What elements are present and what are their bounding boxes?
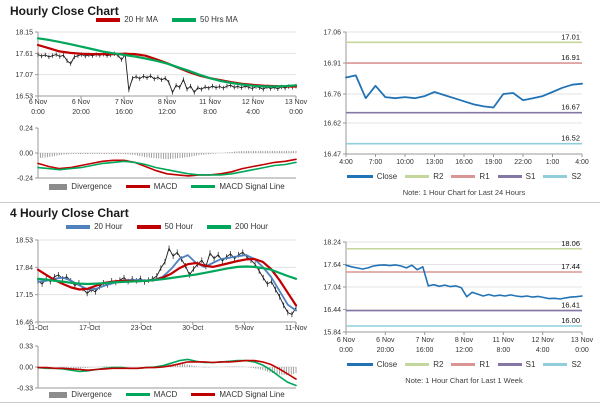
series-50-hour <box>38 259 296 305</box>
x-tick-label: 16:00 <box>115 109 133 116</box>
x-tick-label: 10:00 <box>396 159 414 166</box>
x-tick-label: 8 Nov <box>157 99 177 106</box>
legend-label: Divergence <box>71 182 112 191</box>
x-tick-label: 1:00 <box>545 159 560 166</box>
x-tick-label: 6 Nov <box>71 99 91 106</box>
legend-label: Close <box>376 360 398 369</box>
hourly-macd-chart <box>8 124 300 182</box>
y-tick-label: 17.07 <box>15 72 33 80</box>
legend-label: R2 <box>433 360 444 369</box>
legend-swatch <box>126 185 150 188</box>
legend-item-r1 <box>451 172 489 181</box>
x-tick-label: 4:00 <box>575 159 589 166</box>
bottom-divider <box>0 402 600 403</box>
level-r2-label: 18.06 <box>561 238 580 248</box>
y-tick-label: 16.53 <box>15 93 33 101</box>
y-tick-label: 17.06 <box>323 29 341 37</box>
level-s1-label: 16.41 <box>561 300 580 310</box>
x-tick-label: 7:00 <box>368 159 383 166</box>
legend-item-r2 <box>405 172 443 181</box>
x-tick-label: 7 Nov <box>114 99 134 106</box>
x-tick-label: 4:00 <box>339 159 353 166</box>
x-tick-label: 11 Nov <box>199 99 221 106</box>
level-r1-label: 16.91 <box>561 53 580 63</box>
level-s2-label: 16.00 <box>561 316 580 325</box>
weekly-pivot-note: Note: 1 Hour Chart for Last 1 Week <box>405 376 523 385</box>
legend-item-macd <box>126 182 178 191</box>
legend-item-macd-signal-line <box>191 182 284 191</box>
legend-label: S2 <box>571 360 582 369</box>
hourly-close-chart <box>8 28 308 124</box>
legend-label: S1 <box>525 172 536 181</box>
legend-label: 50 Hour <box>164 222 193 231</box>
x-tick-label: 0:00 <box>339 347 353 354</box>
legend-label: S2 <box>571 172 582 181</box>
x-tick-label: 8 Nov <box>454 337 474 344</box>
hourly-macd-legend <box>38 182 296 191</box>
y-tick-label: 0.00 <box>19 364 33 372</box>
x-tick-label: 13:00 <box>425 159 444 166</box>
x-tick-label: 12 Nov <box>241 99 265 106</box>
legend-item-close <box>347 360 397 369</box>
legend-item-s2 <box>543 360 581 369</box>
x-tick-label: 12:00 <box>455 347 473 354</box>
x-tick-label: 5-Nov <box>235 325 254 332</box>
x-tick-label: 17-Oct <box>79 325 101 332</box>
legend-swatch <box>137 225 161 229</box>
x-tick-label: 13 Nov <box>570 337 594 344</box>
section-divider <box>0 202 600 203</box>
x-tick-label: 6 Nov <box>28 99 48 106</box>
legend-item-r1 <box>451 360 489 369</box>
legend-item-divergence <box>49 182 111 191</box>
legend-label: MACD <box>153 182 178 191</box>
x-tick-label: 12:00 <box>158 109 176 116</box>
x-tick-label: 19:00 <box>484 159 503 166</box>
x-tick-label: 7 Nov <box>415 337 434 344</box>
hourly-pivot-note: Note: 1 Hour Chart for Last 24 Hours <box>402 188 526 197</box>
y-tick-label: 16.47 <box>323 151 341 159</box>
four-hourly-chart-title: 4 Hourly Close Chart <box>10 206 129 220</box>
y-tick-label: 17.04 <box>323 284 341 292</box>
y-tick-label: 0.33 <box>19 343 33 351</box>
x-tick-label: 20:00 <box>72 109 90 116</box>
x-tick-label: 13 Nov <box>284 99 308 106</box>
weekly-pivot-legend <box>346 360 582 369</box>
legend-item-macd <box>126 390 178 399</box>
x-tick-label: 0:00 <box>31 109 45 116</box>
legend-swatch <box>543 363 567 366</box>
legend-label: 20 Hr MA <box>124 15 158 24</box>
legend-swatch <box>191 185 215 188</box>
legend-item-close <box>347 172 397 181</box>
x-tick-label: 22:00 <box>514 159 532 166</box>
series-macd <box>38 359 296 385</box>
x-tick-label: 16:00 <box>415 347 434 354</box>
legend-item-50-hrs-ma <box>172 15 238 24</box>
legend-item-r2 <box>405 360 443 369</box>
x-tick-label: 11-Nov <box>284 325 308 332</box>
y-tick-label: 15.84 <box>323 329 341 337</box>
x-tick-label: 0:00 <box>289 109 303 116</box>
x-tick-label: 12 Nov <box>531 337 554 344</box>
legend-label: MACD <box>153 390 178 399</box>
legend-label: 200 Hour <box>235 222 268 231</box>
legend-swatch <box>347 175 373 178</box>
legend-label: Divergence <box>71 390 112 399</box>
hourly-ma-legend <box>38 15 296 24</box>
legend-swatch <box>405 363 429 366</box>
legend-label: Close <box>376 172 398 181</box>
legend-swatch <box>207 225 231 229</box>
four-hourly-ma-legend <box>38 222 296 231</box>
legend-item-20-hr-ma <box>96 15 158 24</box>
legend-swatch <box>451 175 475 178</box>
y-tick-label: -0.24 <box>17 175 33 183</box>
four-hourly-close-chart <box>8 236 308 340</box>
x-tick-label: 8:00 <box>203 109 217 116</box>
legend-swatch <box>405 175 429 178</box>
y-tick-label: 18.15 <box>15 29 33 37</box>
x-tick-label: 23-Oct <box>130 325 152 332</box>
y-tick-label: 16.91 <box>323 60 341 68</box>
series-macd-signal-line <box>38 161 296 175</box>
legend-label: S1 <box>525 360 536 369</box>
legend-label: MACD Signal Line <box>219 390 285 399</box>
y-tick-label: 16.44 <box>323 307 341 314</box>
y-tick-label: 17.61 <box>15 50 33 58</box>
hourly-close-chart-title: Hourly Close Chart <box>10 4 119 18</box>
series-close <box>38 248 296 314</box>
x-tick-label: 0:00 <box>575 347 589 354</box>
x-tick-label: 30-Oct <box>182 325 204 332</box>
legend-swatch <box>543 175 567 178</box>
legend-swatch <box>126 393 150 396</box>
series-close <box>346 265 582 299</box>
legend-swatch <box>191 393 215 396</box>
legend-swatch <box>66 225 90 229</box>
legend-swatch <box>347 363 373 366</box>
y-tick-label: 16.76 <box>323 91 341 99</box>
x-tick-label: 4:00 <box>246 109 260 116</box>
legend-swatch <box>451 363 475 366</box>
x-tick-label: 6 Nov <box>336 337 356 344</box>
y-tick-label: 18.24 <box>323 239 341 247</box>
x-tick-label: 11 Nov <box>492 337 515 344</box>
legend-item-200-hour <box>207 222 268 231</box>
level-s2-label: 16.52 <box>561 133 580 143</box>
legend-swatch <box>96 18 120 22</box>
legend-item-s2 <box>543 172 581 181</box>
legend-label: R1 <box>479 360 490 369</box>
legend-item-20-hour <box>66 222 122 231</box>
series-close <box>346 75 582 107</box>
legend-label: 20 Hour <box>94 222 123 231</box>
level-s1-label: 16.67 <box>561 102 580 112</box>
four-hourly-macd-chart <box>8 343 300 393</box>
legend-item-50-hour <box>137 222 193 231</box>
hourly-pivot-legend <box>346 172 582 181</box>
level-r2-label: 17.01 <box>561 32 580 42</box>
legend-item-s1 <box>498 360 536 369</box>
legend-label: MACD Signal Line <box>219 182 285 191</box>
legend-label: 50 Hrs MA <box>200 15 238 24</box>
x-tick-label: 16:00 <box>455 159 473 166</box>
legend-swatch <box>172 18 196 22</box>
legend-swatch <box>49 392 67 398</box>
y-tick-label: 16.62 <box>323 120 341 128</box>
hourly-pivot-chart <box>306 26 594 176</box>
y-tick-label: -0.33 <box>17 385 33 393</box>
legend-item-macd-signal-line <box>191 390 284 399</box>
legend-label: R1 <box>479 172 490 181</box>
y-tick-label: 17.64 <box>323 262 341 269</box>
y-tick-label: 16.46 <box>15 319 33 327</box>
y-tick-label: 17.15 <box>15 292 33 300</box>
y-tick-label: 0.00 <box>19 150 33 158</box>
level-r1-label: 17.44 <box>561 262 580 271</box>
legend-item-divergence <box>49 390 111 399</box>
four-hourly-macd-legend <box>38 390 296 399</box>
x-tick-label: 6 Nov <box>376 337 395 344</box>
x-tick-label: 20:00 <box>376 347 395 354</box>
y-tick-label: 18.53 <box>15 237 33 245</box>
legend-swatch <box>49 184 67 190</box>
legend-item-s1 <box>498 172 536 181</box>
weekly-pivot-chart <box>306 238 594 364</box>
legend-swatch <box>498 363 522 366</box>
legend-swatch <box>498 175 522 178</box>
x-tick-label: 8:00 <box>496 347 511 354</box>
x-tick-label: 11-Oct <box>27 325 49 332</box>
legend-label: R2 <box>433 172 444 181</box>
x-tick-label: 4:00 <box>535 347 550 354</box>
y-tick-label: 0.24 <box>19 125 33 133</box>
y-tick-label: 17.84 <box>15 264 33 272</box>
